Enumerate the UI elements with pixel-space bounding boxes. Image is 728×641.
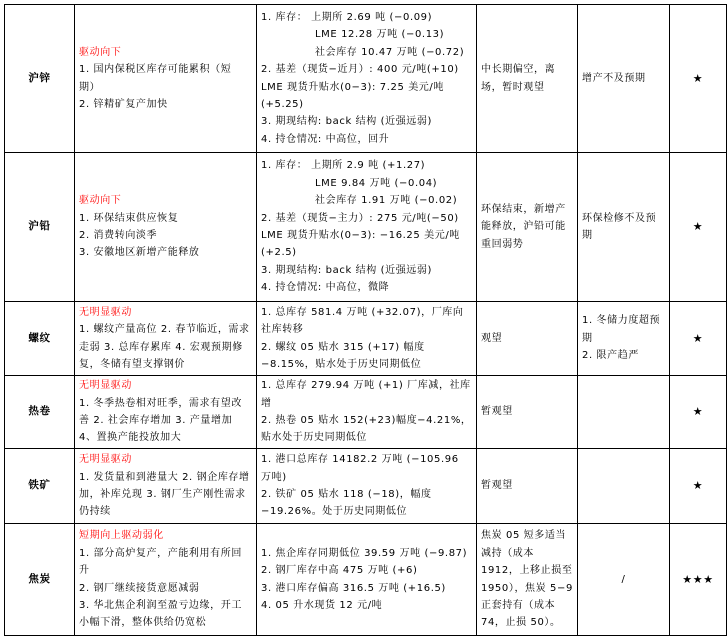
rating-stars: ★★★ <box>670 524 727 636</box>
rating-stars: ★ <box>670 153 727 302</box>
driver-label: 无明显驱动 <box>79 306 132 318</box>
view-cell: 中长期偏空，离场，暂时观望 <box>477 5 578 153</box>
driver-label: 无明显驱动 <box>79 380 132 392</box>
table-row <box>5 153 727 302</box>
data-line: 社会库存 10.47 万吨 (−0.72) <box>315 46 465 58</box>
driver-line: 1. 发货量和到港量大 2. 钢企库存增加，补库兑现 3. 钢厂生产刚性需求仍持续 <box>79 471 250 518</box>
commodity-name: 螺纹 <box>5 302 75 376</box>
driver-cell <box>75 524 257 636</box>
data-line: (+2.5) <box>261 247 297 259</box>
table-row <box>5 376 727 449</box>
data-line: 3. 期现结构: back 结构 (近强远弱) <box>261 264 432 276</box>
data-line: 1. 总库存 279.94 万吨 (+1) 厂库减，社库增 <box>261 380 471 409</box>
futures-analysis-table <box>4 4 727 636</box>
data-cell <box>257 5 477 153</box>
commodity-name: 铁矿 <box>5 449 75 524</box>
risk-cell: 增产不及预期 <box>578 5 670 153</box>
risk-cell <box>578 376 670 449</box>
rating-stars: ★ <box>670 449 727 524</box>
table-row <box>5 302 727 376</box>
data-cell <box>257 376 477 449</box>
driver-cell <box>75 153 257 302</box>
data-line: 1. 库存： 上期所 2.9 吨 (+1.27) <box>261 160 426 172</box>
rating-stars: ★ <box>670 302 727 376</box>
commodity-name: 焦炭 <box>5 524 75 636</box>
table-row <box>5 524 727 636</box>
data-line: 1. 总库存 581.4 万吨 (+32.07)，厂库向社库转移 <box>261 306 464 336</box>
driver-cell <box>75 5 257 153</box>
view-cell: 暂观望 <box>477 449 578 524</box>
view-cell: 环保结束，新增产能释放，沪铅可能重回弱势 <box>477 153 578 302</box>
data-line: LME 现货升贴水(0−3): 7.25 美元/吨 <box>261 81 444 93</box>
data-line: LME 12.28 万吨 (−0.13) <box>315 29 445 41</box>
data-line: 社会库存 1.91 万吨 (−0.02) <box>315 195 458 207</box>
commodity-name: 沪铅 <box>5 153 75 302</box>
data-line: 4. 持仓情况: 中高位，微降 <box>261 282 390 294</box>
table-row <box>5 449 727 524</box>
data-line: 3. 港口库存偏高 316.5 万吨 (+16.5) <box>261 582 446 594</box>
data-line: 2. 铁矿 05 贴水 118 (−18)，幅度 −19.26%。处于历史同期低位 <box>261 489 432 518</box>
driver-line: 2. 消费转向淡季 <box>79 230 158 241</box>
driver-line: 1. 国内保税区库存可能累积（短 <box>79 64 232 76</box>
risk-cell: 环保检修不及预期 <box>578 153 670 302</box>
risk-cell: / <box>578 524 670 636</box>
data-cell <box>257 153 477 302</box>
driver-line: 3. 安徽地区新增产能释放 <box>79 247 200 259</box>
data-line: LME 9.84 万吨 (−0.04) <box>315 177 438 189</box>
data-cell <box>257 302 477 376</box>
risk-cell <box>578 449 670 524</box>
view-cell: 焦炭 05 短多适当减持（成本 1912，上移止损至 1950），焦炭 5−9 正套持有（成本 74，止损 50）。 <box>477 524 578 636</box>
driver-line: 3. 华北焦企利润至盈亏边缘，开工小幅下滑，整体供给仍宽松 <box>79 599 242 629</box>
data-line: 1. 焦企库存同期低位 39.59 万吨 (−9.87) <box>261 547 468 559</box>
data-line: 4. 持仓情况: 中高位，回升 <box>261 133 390 145</box>
data-line: 3. 期现结构: back 结构 (近强远弱) <box>261 116 432 128</box>
driver-line: 2. 钢厂继续接货意愿减弱 <box>79 582 200 594</box>
data-line: 1. 库存： 上期所 2.69 吨 (−0.09) <box>261 11 433 23</box>
commodity-name: 热卷 <box>5 376 75 449</box>
view-cell: 暂观望 <box>477 376 578 449</box>
driver-line: 1. 螺纹产量高位 2. 春节临近，需求走弱 3. 总库存累库 4. 宏观预期修复，冬储有望支撑钢价 <box>79 324 250 370</box>
view-cell: 观望 <box>477 302 578 376</box>
data-line: LME 现货升贴水(0−3): −16.25 美元/吨 <box>261 230 460 241</box>
data-line: 2. 热卷 05 贴水 152(+23)幅度−4.21%，贴水处于历史同期低位 <box>261 415 472 444</box>
data-line: 2. 钢厂库存中高 475 万吨 (+6) <box>261 565 418 577</box>
rating-stars: ★ <box>670 5 727 153</box>
driver-cell <box>75 449 257 524</box>
driver-cell <box>75 376 257 449</box>
driver-label: 驱动向下 <box>79 195 122 207</box>
driver-line: 1. 部分高炉复产，产能利用有所回升 <box>79 547 242 577</box>
data-line: 2. 基差（现货−主力）: 275 元/吨(−50) <box>261 212 459 224</box>
data-line: (+5.25) <box>261 98 304 110</box>
data-line: 2. 螺纹 05 贴水 315 (+17) 幅度−8.15%，贴水处于历史同期低位 <box>261 341 425 370</box>
data-cell <box>257 524 477 636</box>
data-line: 1. 港口总库存 14182.2 万吨 (−105.96 万吨) <box>261 454 459 483</box>
risk-cell: 1. 冬储力度超预期 2. 限产趋严 <box>578 302 670 376</box>
driver-line: 2. 锌精矿复产加快 <box>79 98 168 110</box>
driver-label: 无明显驱动 <box>79 454 132 466</box>
driver-label: 驱动向下 <box>79 46 122 58</box>
driver-line: 1. 环保结束供应恢复 <box>79 212 179 224</box>
data-line: 2. 基差（现货−近月）: 400 元/吨(+10) <box>261 64 459 76</box>
commodity-name: 沪锌 <box>5 5 75 153</box>
data-cell <box>257 449 477 524</box>
rating-stars: ★ <box>670 376 727 449</box>
driver-line: 1. 冬季热卷相对旺季，需求有望改善 2. 社会库存增加 3. 产量增加 4、置换产能投放加大 <box>79 397 242 444</box>
driver-label: 短期向上驱动弱化 <box>79 530 164 542</box>
driver-cell <box>75 302 257 376</box>
driver-line: 期） <box>79 81 101 93</box>
table-row <box>5 5 727 153</box>
data-line: 4. 05 升水现货 12 元/吨 <box>261 599 383 611</box>
